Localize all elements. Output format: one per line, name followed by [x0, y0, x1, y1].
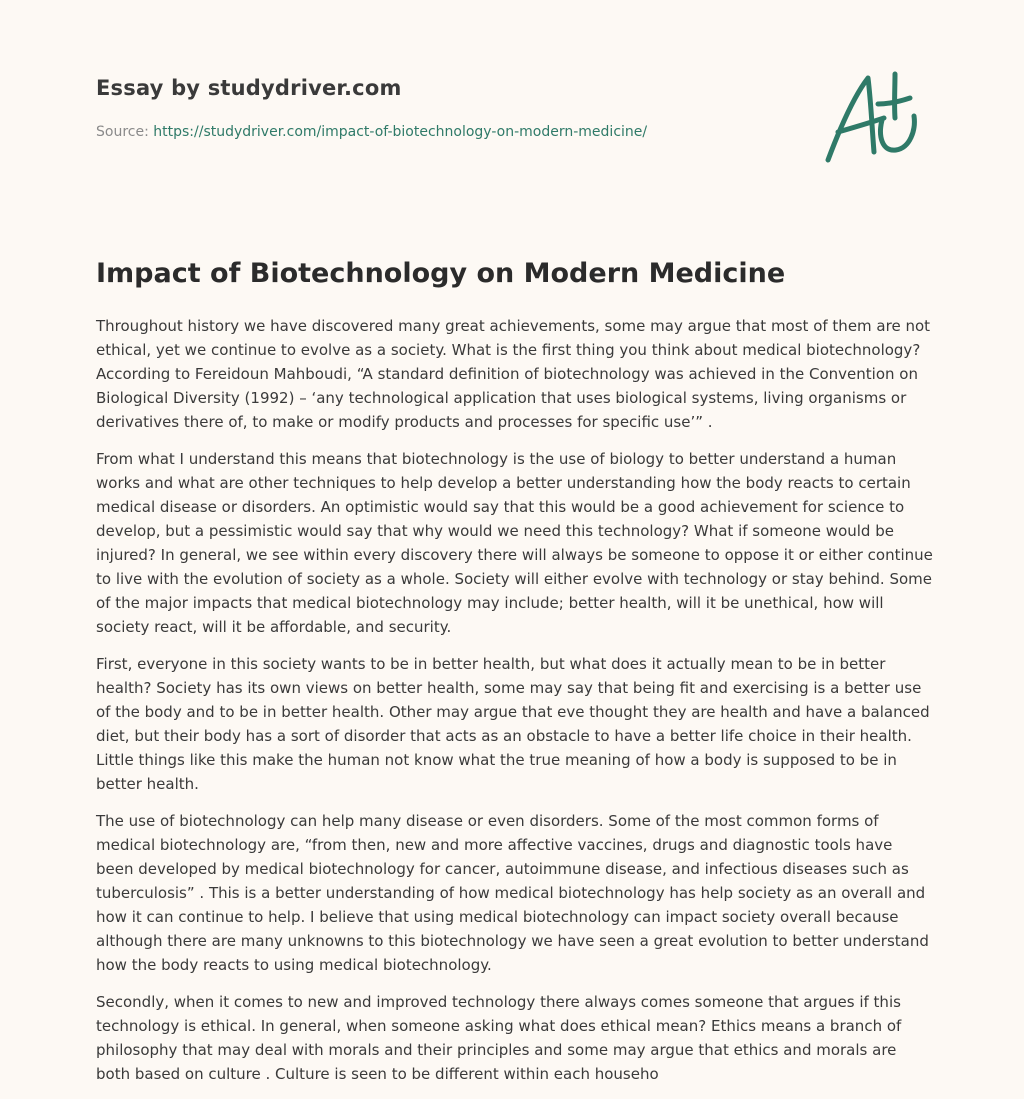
essay-title: Impact of Biotechnology on Modern Medicine	[96, 258, 786, 289]
a-plus-grade-icon	[818, 66, 930, 166]
essay-paragraph: First, everyone in this society wants to be in better health, but what does it actually mean to be in better health? Society has its own views on better health, some may say that being fit and exercising is a better use of the body and to be in better health. Other may argue that eve thought they are health and have a balanced diet, but their body has a sort of disorder that acts as an obstacle to have a better life choice in their health. Little things like this make the human not know what the true meaning of how a body is supposed to be in better health.	[96, 655, 930, 793]
source-label: Source:	[96, 124, 154, 140]
essay-paragraph: The use of biotechnology can help many disease or even disorders. Some of the most common forms of medical biotechnology are, “from then, new and more affective vaccines, drugs and diagnostic tools have been developed by medical biotechnology for cancer, autoimmune disease, and infectious diseases such as tuberculosis” . This is a better understanding of how medical biotechnology has help society as an overall and how it can continue to help. I believe that using medical biotechnology can impact society overall because although there are many unknowns to this biotechnology we have seen a great evolution to better understand how the body reacts to using medical biotechnology.	[96, 812, 929, 974]
essay-body	[96, 314, 934, 1099]
essay-paragraph: Throughout history we have discovered many great achievements, some may argue that most of them are not ethical, yet we continue to evolve as a society. What is the first thing you think about medical biotechnology? According to Fereidoun Mahboudi, “A standard definition of biotechnology was achieved in the Convention on Biological Diversity (1992) – ‘any technological application that uses biological systems, living organisms or derivatives there of, to make or modify products and processes for specific use’” .	[96, 317, 931, 431]
essay-paragraph: From what I understand this means that biotechnology is the use of biology to better understand a human works and what are other techniques to help develop a better understanding how the body reacts to certain medical disease or disorders. An optimistic would say that this would be a good achievement for science to develop, but a pessimistic would say that why would we need this technology? What if someone would be injured? In general, we see within every discovery there will always be someone to oppose it or either continue to live with the evolution of society as a whole. Society will either evolve with technology or stay behind. Some of the major impacts that medical biotechnology may include; better health, will it be unethical, how will society react, will it be affordable, and security.	[96, 450, 933, 636]
source-link[interactable]: https://studydriver.com/impact-of-biotechnology-on-modern-medicine/	[153, 124, 648, 140]
source-line	[96, 124, 647, 140]
site-brand: Essay by studydriver.com	[96, 76, 402, 100]
essay-paragraph: Secondly, when it comes to new and improved technology there always comes someone that argues if this technology is ethical. In general, when someone asking what does ethical mean? Ethics means a branch of philosophy that may deal with morals and their principles and some may argue that ethics and morals are both based on culture . Culture is seen to be different within each househo	[96, 993, 902, 1083]
